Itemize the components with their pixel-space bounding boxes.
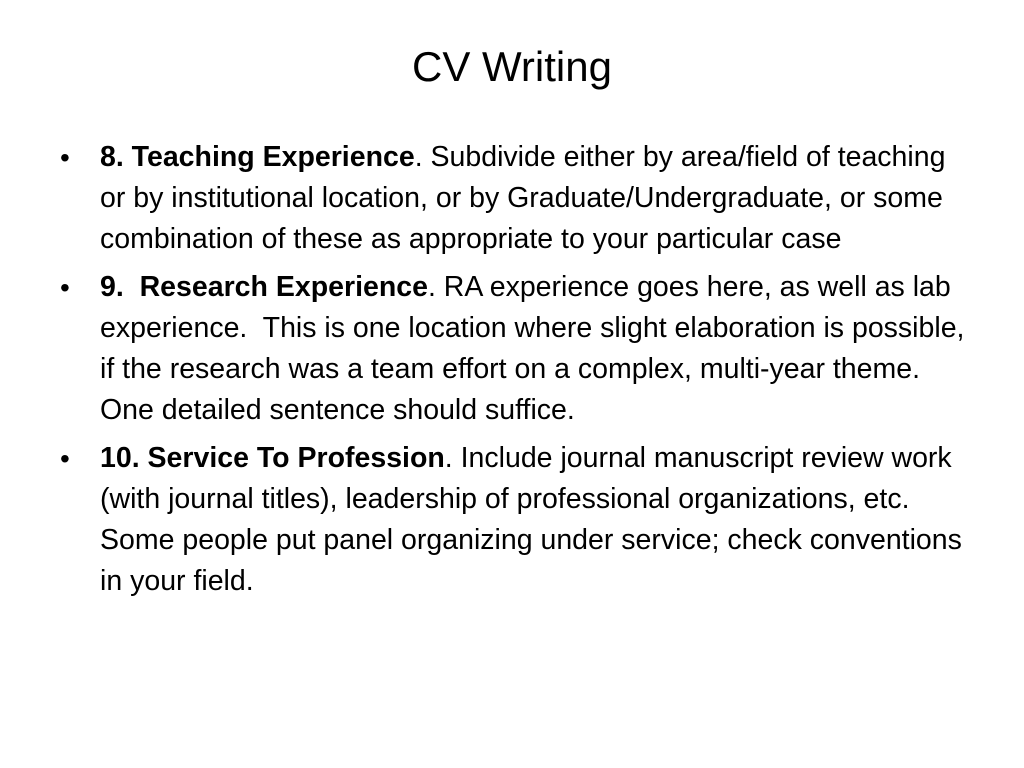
bullet-item-research-experience [56,267,973,431]
bullet-text: . Include journal manuscript review work (with journal titles), leadership of professional organizations, etc. Some people put panel organizing under service; check conventions in your field. [100,442,962,597]
slide-title: CV Writing [412,43,612,90]
bullet-icon: • [60,272,70,303]
bullet-text: . Subdivide either by area/field of teaching or by institutional location, or by Graduate/Undergraduate, or some combination of these as appropriate to your particular case [100,141,946,255]
bullet-item-service-to-profession [56,438,966,602]
bullet-icon: • [60,443,70,474]
bullet-heading: 10. Service To Profession [100,442,445,474]
bullet-icon: • [60,142,70,173]
bullet-heading: 9. Research Experience [100,271,428,303]
bullet-item-teaching-experience [56,137,966,260]
bullet-text: . RA experience goes here, as well as lab experience. This is one location where slight elaboration is possible, if the research was a team effort on a complex, multi-year theme. One detailed sentence should suffice. [100,271,973,426]
bullet-list [56,137,973,609]
bullet-heading: 8. Teaching Experience [100,141,415,173]
